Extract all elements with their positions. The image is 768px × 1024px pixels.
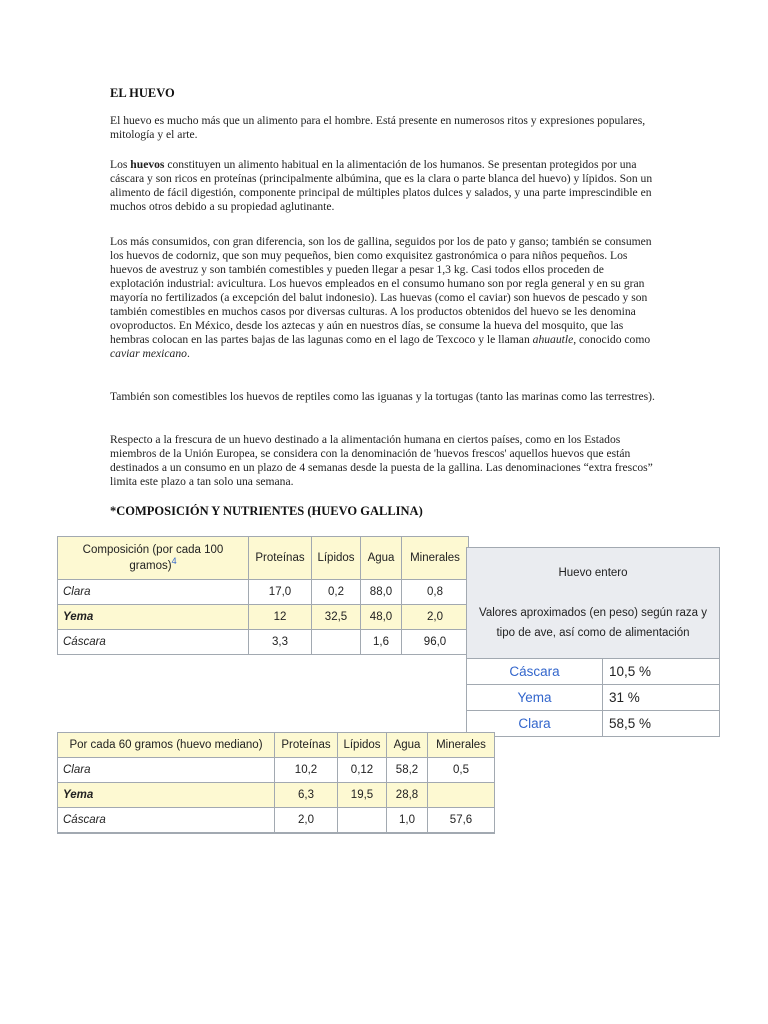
- paragraph-intro: El huevo es mucho más que un alimento para el hombre. Está presente en numerosos ritos y expresiones populares, mitología y el arte.: [110, 114, 646, 141]
- cell: 48,0: [361, 605, 402, 630]
- cell: 28,8: [387, 783, 428, 808]
- row-label: Yema: [58, 605, 249, 630]
- cell: 1,0: [387, 808, 428, 834]
- paragraph-frescura: Respecto a la frescura de un huevo destinado a la alimentación humana en ciertos países, como en los Estados miembros de la Unión Europea, se considera con la denominación de 'huevos frescos' aquellos huevos que están destinados a un consumo en un plazo de 4 semanas desde la puesta de la gallina. Las denominaciones “extra frescos” limita este plazo a tan solo una semana.: [110, 433, 653, 488]
- cell: 10,5 %: [603, 659, 720, 685]
- table-header-row: [58, 733, 495, 758]
- table-row: [58, 758, 495, 783]
- cell: 12: [249, 605, 312, 630]
- paragraph-huevos: Los huevos constituyen un alimento habitual en la alimentación de los humanos. Se presentan protegidos por una cáscara y son ricos en proteínas (principalmente albúmina, que es la clara o parte blanca del huevo) y lípidos. Son un alimento de fácil digestión, componente principal de múltiples platos dulces y salados, y una parte imprescindible en muchos otros debido a su propiedad aglutinante.: [110, 158, 653, 213]
- table-header-row: [467, 548, 720, 659]
- col-proteinas: Proteínas: [275, 733, 338, 758]
- cell: [428, 783, 495, 808]
- cell: 17,0: [249, 580, 312, 605]
- cell: 6,3: [275, 783, 338, 808]
- table-header-label: Composición (por cada 100 gramos)$^4$: [58, 537, 249, 580]
- paragraph-consumidos: Los más consumidos, con gran diferencia, son los de gallina, seguidos por los de pato y ganso; también se consumen los huevos de codorniz, que son muy pequeños, bien como exquisitez gastronómica o para niños pequeños. Los huevos de avestruz y son también comestibles y pueden llegar a pesar 1,3 kg. Casi todos ellos proceden de explotación industrial: avicultura. Los huevos empleados en el consumo humano son por regla general y en su gran mayoría no fertilizados (a excepción del balut indonesio). Las huevas (como el caviar) son huevos de pescado y son también comestibles en muchos casos por diversas culturas. A los productos obtenidos del huevo se les denomina ovoproductos. En México, desde los aztecas y aún en nuestros días, se consume la hueva del mosquito, que las hembras colocan en las partes bajas de las lagunas como en el lago de Texcoco y le llaman ahuautle, conocido como caviar mexicano.: [110, 235, 652, 360]
- row-label: Clara: [58, 758, 275, 783]
- cell: 1,6: [361, 630, 402, 655]
- cell: 19,5: [338, 783, 387, 808]
- cell: 10,2: [275, 758, 338, 783]
- cell: 58,5 %: [603, 711, 720, 737]
- table-row: [58, 630, 469, 655]
- cell: 96,0: [402, 630, 469, 655]
- col-lipidos: Lípidos: [338, 733, 387, 758]
- paragraph-reptiles: También son comestibles los huevos de reptiles como las iguanas y la tortugas (tanto las marinas como las terrestres).: [110, 390, 655, 403]
- col-agua: Agua: [361, 537, 402, 580]
- section-title: *COMPOSICIÓN Y NUTRIENTES (HUEVO GALLINA): [110, 504, 423, 518]
- cell: [312, 630, 361, 655]
- table-header-label: Por cada 60 gramos (huevo mediano): [58, 733, 275, 758]
- table-row: [58, 580, 469, 605]
- whole-egg-table: [466, 547, 720, 737]
- cell: 88,0: [361, 580, 402, 605]
- row-label: Cáscara: [58, 808, 275, 834]
- cell: [338, 808, 387, 834]
- table-row: [58, 808, 495, 834]
- cell: 3,3: [249, 630, 312, 655]
- cell: 32,5: [312, 605, 361, 630]
- col-minerales: Minerales: [428, 733, 495, 758]
- composition-table-100g: [57, 536, 469, 655]
- cell: 2,0: [275, 808, 338, 834]
- cell: 58,2: [387, 758, 428, 783]
- row-link-clara[interactable]: Clara: [467, 711, 603, 737]
- row-link-cascara[interactable]: Cáscara: [467, 659, 603, 685]
- table-row: [467, 659, 720, 685]
- col-proteinas: Proteínas: [249, 537, 312, 580]
- composition-table-60g: [57, 732, 495, 834]
- col-lipidos: Lípidos: [312, 537, 361, 580]
- cell: 31 %: [603, 685, 720, 711]
- cell: 0,5: [428, 758, 495, 783]
- table-header-row: [58, 537, 469, 580]
- row-link-yema[interactable]: Yema: [467, 685, 603, 711]
- table-row: [58, 605, 469, 630]
- cell: 0,8: [402, 580, 469, 605]
- col-agua: Agua: [387, 733, 428, 758]
- cell: 57,6: [428, 808, 495, 834]
- cell: 0,2: [312, 580, 361, 605]
- cell: 2,0: [402, 605, 469, 630]
- table-row: [58, 783, 495, 808]
- col-minerales: Minerales: [402, 537, 469, 580]
- row-label: Cáscara: [58, 630, 249, 655]
- row-label: Yema: [58, 783, 275, 808]
- row-label: Clara: [58, 580, 249, 605]
- reference-link[interactable]: 4: [171, 556, 177, 567]
- table-header: Huevo entero Valores aproximados (en peso) según raza y tipo de ave, así como de alimentación: [467, 548, 720, 659]
- cell: 0,12: [338, 758, 387, 783]
- document-title: EL HUEVO: [110, 86, 175, 100]
- table-row: [467, 711, 720, 737]
- table-row: [467, 685, 720, 711]
